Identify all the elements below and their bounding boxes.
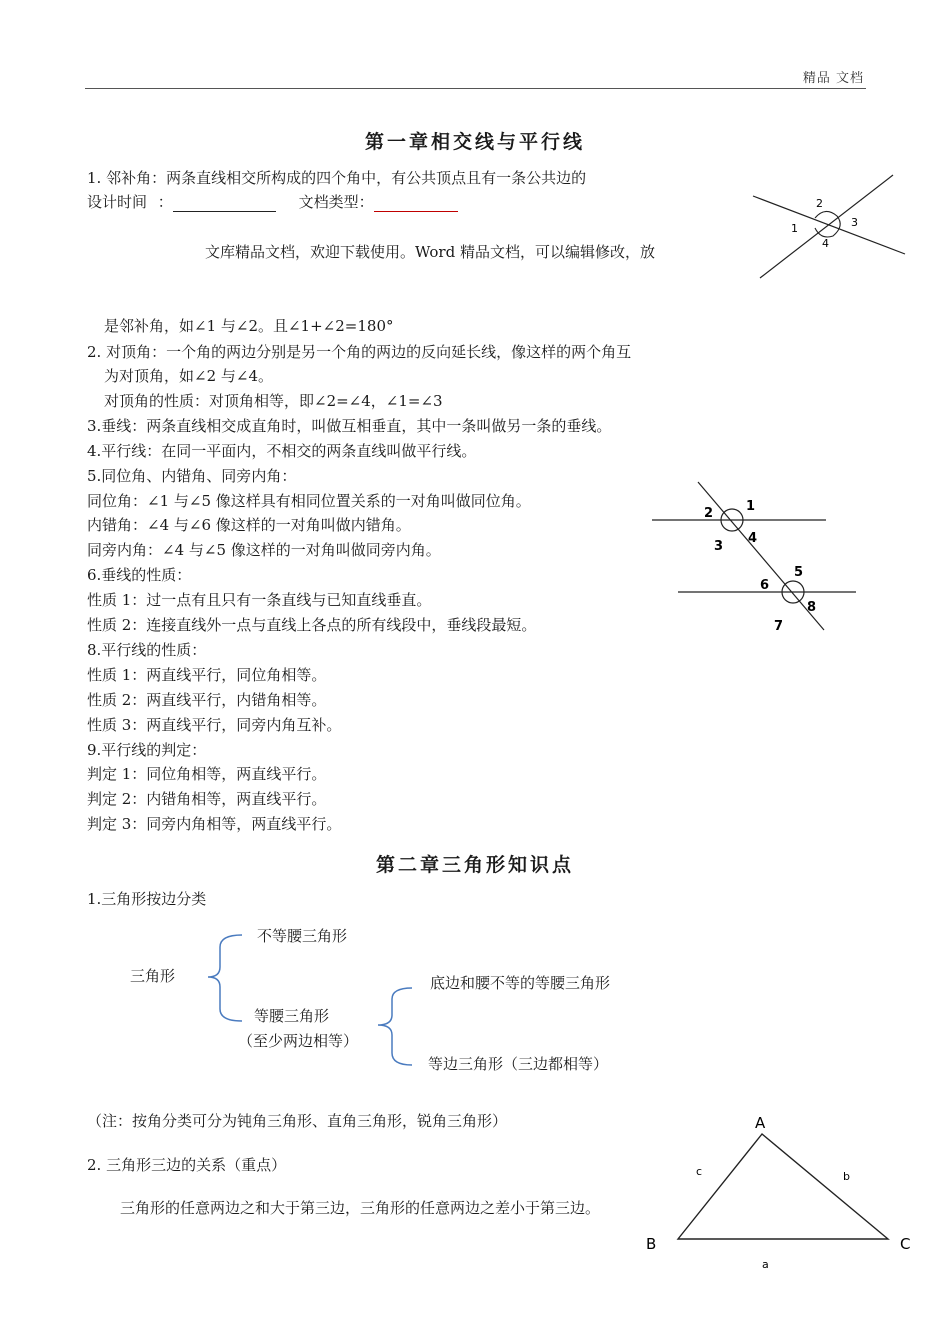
tree-equilateral: 等边三角形（三边都相等） xyxy=(428,1055,609,1073)
item-perp-property2: 性质 2：连接直线外一点与直线上各点的所有线段中，垂线段最短。 xyxy=(87,616,537,634)
fig2-label-2: 2 xyxy=(704,506,714,521)
note-classify-by-angles: （注：按角分类可分为钝角三角形、直角三角形，锐角三角形） xyxy=(87,1112,508,1130)
item-perp-properties: 6.垂线的性质： xyxy=(87,566,192,584)
tree-iso-non-equilateral: 底边和腰不等的等腰三角形 xyxy=(430,974,611,992)
fig2-label-4: 4 xyxy=(748,531,758,546)
intersecting-lines-figure xyxy=(745,170,905,285)
side-a: a xyxy=(762,1258,769,1271)
item-criteria3: 判定 3：同旁内角相等，两直线平行。 xyxy=(87,815,342,833)
vertex-B: B xyxy=(646,1235,657,1253)
design-time-row: 设计时间 ： 文档类型： xyxy=(87,192,458,212)
fig1-label-2: 2 xyxy=(816,197,823,210)
fig1-label-3: 3 xyxy=(851,216,858,229)
design-time-label: 设计时间 xyxy=(87,193,148,211)
section-classify-by-sides: 1.三角形按边分类 xyxy=(87,890,207,908)
fig2-label-6: 6 xyxy=(760,578,770,593)
item-criteria1: 判定 1：同位角相等，两直线平行。 xyxy=(87,765,327,783)
tree-scalene: 不等腰三角形 xyxy=(257,927,348,945)
side-relationship-text: 三角形的任意两边之和大于第三边，三角形的任意两边之差小于第三边。 xyxy=(120,1199,601,1217)
item-vertical-angle-property: 对顶角的性质：对顶角相等，即∠2=∠4，∠1=∠3 xyxy=(104,392,443,410)
item-vertical-angle-def: 2. 对顶角：一个角的两边分别是另一个角的两边的反向延长线，像这样的两个角互 xyxy=(87,343,632,361)
tree-isosceles-note: （至少两边相等） xyxy=(238,1032,359,1050)
item-perp-property1: 性质 1：过一点有且只有一条直线与已知直线垂直。 xyxy=(87,591,432,609)
item-same-side: 同旁内角：∠4 与∠5 像这样的一对角叫做同旁内角。 xyxy=(87,541,441,559)
vertex-C: C xyxy=(900,1235,911,1253)
fig2-label-8: 8 xyxy=(807,600,817,615)
tree-root: 三角形 xyxy=(130,967,176,985)
item-angles-heading: 5.同位角、内错角、同旁内角： xyxy=(87,467,297,485)
item-vertical-angle-example: 为对顶角，如∠2 与∠4。 xyxy=(104,367,273,385)
item-parallel-property3: 性质 3：两直线平行，同旁内角互补。 xyxy=(87,716,342,734)
fig2-label-3: 3 xyxy=(714,539,724,554)
section-side-relationship: 2. 三角形三边的关系（重点） xyxy=(87,1156,287,1174)
item-parallel-property2: 性质 2：两直线平行，内错角相等。 xyxy=(87,691,327,709)
item-parallel: 4.平行线：在同一平面内，不相交的两条直线叫做平行线。 xyxy=(87,442,477,460)
item-parallel-criteria: 9.平行线的判定： xyxy=(87,741,207,759)
doc-type-field[interactable] xyxy=(374,196,458,212)
tree-isosceles: 等腰三角形 xyxy=(254,1007,330,1025)
chapter2-title: 第二章三角形知识点 xyxy=(375,854,574,876)
side-c: c xyxy=(696,1165,703,1178)
side-b: b xyxy=(843,1170,850,1183)
item-parallel-property1: 性质 1：两直线平行，同位角相等。 xyxy=(87,666,327,684)
chapter1-title: 第一章相交线与平行线 xyxy=(364,131,585,153)
fig2-label-7: 7 xyxy=(774,619,784,634)
item-corresponding: 同位角：∠1 与∠5 像这样具有相同位置关系的一对角叫做同位角。 xyxy=(87,492,531,510)
item-perpendicular: 3.垂线：两条直线相交成直角时，叫做互相垂直，其中一条叫做另一条的垂线。 xyxy=(87,417,612,435)
triangle-figure xyxy=(640,1110,920,1275)
item-adjacent-angle-example: 是邻补角，如∠1 与∠2。且∠1+∠2=180° xyxy=(104,317,394,335)
design-time-field[interactable] xyxy=(173,196,276,212)
fig2-label-5: 5 xyxy=(794,565,804,580)
promo-text: 文库精品文档，欢迎下载使用。Word 精品文档，可以编辑修改，放 xyxy=(205,243,655,261)
parallel-lines-figure xyxy=(650,480,860,640)
page-header: 精品 文档 xyxy=(802,71,864,86)
item-alternate: 内错角：∠4 与∠6 像这样的一对角叫做内错角。 xyxy=(87,516,411,534)
item-parallel-properties: 8.平行线的性质： xyxy=(87,641,207,659)
vertex-A: A xyxy=(755,1114,766,1132)
header-divider xyxy=(85,88,866,89)
item-criteria2: 判定 2：内错角相等，两直线平行。 xyxy=(87,790,327,808)
item-adjacent-angle-def: 1. 邻补角：两条直线相交所构成的四个角中，有公共顶点且有一条公共边的 xyxy=(87,169,587,187)
fig1-label-1: 1 xyxy=(791,222,798,235)
doc-type-label: 文档类型： xyxy=(298,193,374,211)
fig2-label-1: 1 xyxy=(746,499,756,514)
fig1-label-4: 4 xyxy=(822,237,829,250)
